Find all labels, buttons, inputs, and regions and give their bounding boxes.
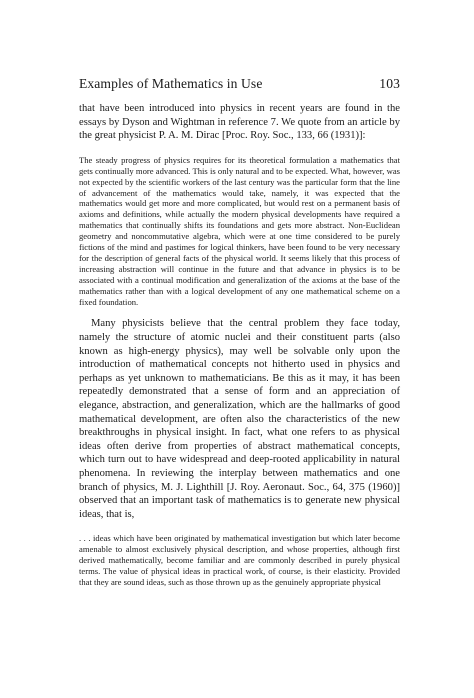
book-page bbox=[79, 76, 400, 588]
running-header bbox=[79, 76, 400, 92]
lighthill-block-quote: . . . ideas which have been originated by mathematical investigation but which later become amenable to almost exclusively physical description, and whose properties, although first derived mathematically, become familiar and are commonly described in purely physical terms. The value of physical ideas in practical work, of course, is their elasticity. Provided that they are sound ideas, such as those thrown up as the genuinely appropriate physical bbox=[79, 533, 400, 587]
main-paragraph: Many physicists believe that the central problem they face today, namely the structure of atomic nuclei and their constituent parts (also known as high-energy physics), may well be solvable only upon the introduction of mathematical concepts not hitherto used in physics and perhaps as yet unknown to mathematicians. Be this as it may, it has been repeatedly demonstrated that a sense of form and an appreciation of elegance, abstraction, and generalization, which are the hallmarks of good mathematical development, are often also the characteristics of the new breakthroughs in physical insight. In fact, what one refers to as physical ideas often derive from properties of abstract mathematical concepts, which turn out to have widespread and deep-rooted applicability in natural phenomena. In reviewing the interplay between mathematics and one branch of physics, M. J. Lighthill [J. Roy. Aeronaut. Soc., 64, 375 (1960)] observed that an important task of mathematics is to generate new physical ideas, that is, bbox=[79, 318, 400, 520]
running-title: Examples of Mathematics in Use bbox=[79, 76, 263, 91]
dirac-block-quote: The steady progress of physics requires for its theoretical formulation a mathematics that gets continually more advanced. This is only natural and to be expected. What, however, was not expected by the scientific workers of the last century was the particular form that the line of advancement of the mathematics would take, namely, it was expected that the mathematics would get more and more complicated, but would rest on a permanent basis of axioms and definitions, while actually the modern physical developments have required a mathematics that continually shifts its foundations and gets more abstract. Non-Euclidean geometry and noncommutative algebra, which were at one time considered to be purely fictions of the mind and pastimes for logical thinkers, have been found to be very necessary for the description of general facts of the physical world. It seems likely that this process of increasing abstraction will continue in the future and that advance in physics is to be associated with a continual modification and generalization of the axioms at the base of the mathematics rather than with a logical development of any one mathematical scheme on a fixed foundation. bbox=[79, 154, 400, 307]
page-number: 103 bbox=[379, 76, 400, 91]
intro-paragraph: that have been introduced into physics in recent years are found in the essays by Dyson and Wightman in reference 7. We quote from an article by the great physicist P. A. M. Dirac [Proc. Roy. Soc., 133, 66 (1931)]: bbox=[79, 103, 400, 142]
